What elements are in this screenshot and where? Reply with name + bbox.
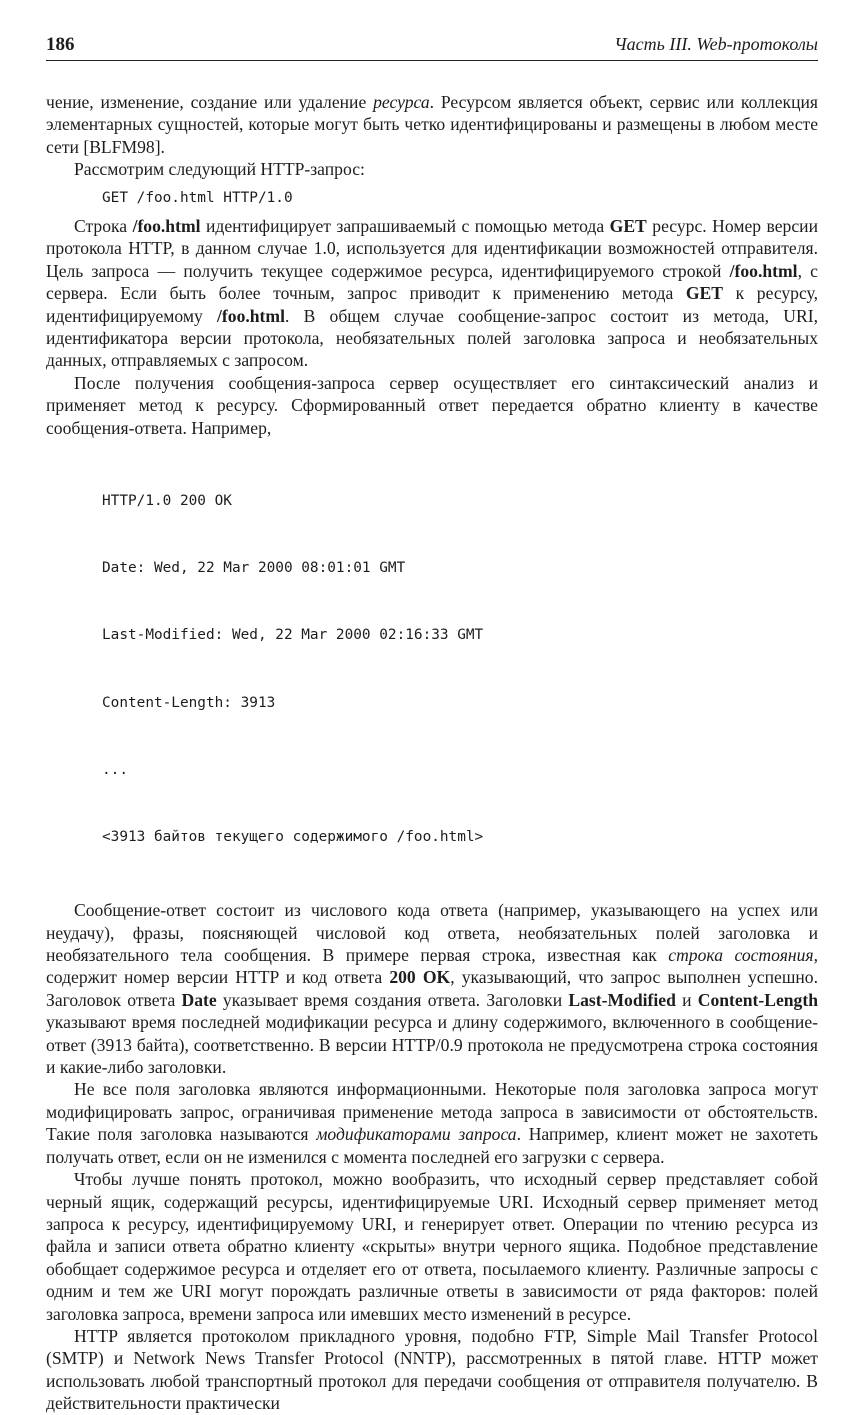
code-line: Last-Modified: Wed, 22 Mar 2000 02:16:33 GMT xyxy=(102,627,484,644)
paragraph-continued: чение, изменение, создание или удаление ресурса. Ресурсом является объект, сервис или коллекция элементарных сущностей, которые могут быть четко идентифицированы и размещены в любом месте сети [BLFM98]. xyxy=(46,92,818,157)
page-header xyxy=(46,34,818,61)
page-body xyxy=(46,91,818,1415)
term-resource: ресурса xyxy=(373,92,430,112)
paragraph-black-box: Чтобы лучше понять протокол, можно вообразить, что исходный сервер представляет собой черный ящик, содержащий ресурсы, идентифицируемые URI. Исходный сервер применяет метод запроса к ресурсу, идентифицируемому URI, и генерирует ответ. Операции по чтению ресурса из файла и записи ответа обратно клиенту «скрыты» внутри черного ящика. Подобное представление обобщает содержимое ресурса и отделяет его от ответа, посылаемого клиенту. Различные запросы с одним и тем же URI могут порождать различные ответы в зависимости от ряда факторов: полей заголовка запроса, времени запроса или имевших место изменений в ресурсе. xyxy=(46,1169,818,1324)
paragraph-application-layer: HTTP является протоколом прикладного уровня, подобно FTP, Simple Mail Transfer Protocol (SMTP) и Network News Transfer Protocol (NNTP), рассмотренных в пятой главе. HTTP может использовать любой транспортный протокол для передачи сообщения от отправителя получателю. В действительности практически xyxy=(46,1325,818,1414)
code-line: <3913 байтов текущего содержимого /foo.html> xyxy=(102,829,484,845)
code-line: Date: Wed, 22 Mar 2000 08:01:01 GMT xyxy=(102,560,406,577)
code-line: ... xyxy=(102,761,128,778)
paragraph-header-fields: Не все поля заголовка являются информационными. Некоторые поля заголовка запроса могут модифицировать запрос, ограничивая применение метода запроса в зависимости от обстоятельств. Такие поля заголовка называются модификаторами запроса. Например, клиент может не захотеть получать ответ, если он не изменился с момента последней его загрузки с сервера. xyxy=(46,1079,818,1167)
paragraph-response-intro: После получения сообщения-запроса сервер осуществляет его синтаксический анализ и применяет метод к ресурсу. Сформированный ответ передается обратно клиенту в качестве сообщения-ответа. Например, xyxy=(46,372,818,438)
code-line: HTTP/1.0 200 OK xyxy=(102,492,232,509)
running-title: Часть III. Web-протоколы xyxy=(614,34,818,54)
paragraph-request-intro: Рассмотрим следующий HTTP-запрос: xyxy=(74,159,365,180)
code-line: Content-Length: 3913 xyxy=(102,694,276,711)
code-http-response xyxy=(46,445,818,893)
paragraph-request-explanation: Строка /foo.html идентифицирует запрашиваемый с помощью метода GET ресурс. Номер версии протокола HTTP, в данном случае 1.0, используется для идентификации возможностей отправителя. Цель запроса — получить текущее содержимое ресурса, идентифицируемого строкой /foo.html, с сервера. Если быть более точным, запрос приводит к применению метода GET к ресурсу, идентифицируемому /foo.html. В общем случае сообщение-запрос состоит из метода, URI, идентификатора версии протокола, необязательных полей заголовка запроса и необязательных данных, отправляемых с запросом. xyxy=(46,216,818,371)
code-http-request: GET /foo.html HTTP/1.0 xyxy=(102,189,293,206)
paragraph-response-explanation: Сообщение-ответ состоит из числового кода ответа (например, указывающего на успех или неудачу), фразы, поясняющей числовой код ответа, необязательных полей заголовка и необязательного тела сообщения. В примере первая строка, известная как строка состояния, содержит номер версии HTTP и код ответа 200 OK, указывающий, что запрос выполнен успешно. Заголовок ответа Date указывает время создания ответа. Заголовки Last-Modified и Content-Length указывают время последней модификации ресурса и длину содержимого, включенного в сообщение-ответ (3913 байта), соответственно. В версии HTTP/0.9 протокола не предусмотрена строка состояния и какие-либо заголовки. xyxy=(46,900,818,1078)
page-number: 186 xyxy=(46,34,75,55)
